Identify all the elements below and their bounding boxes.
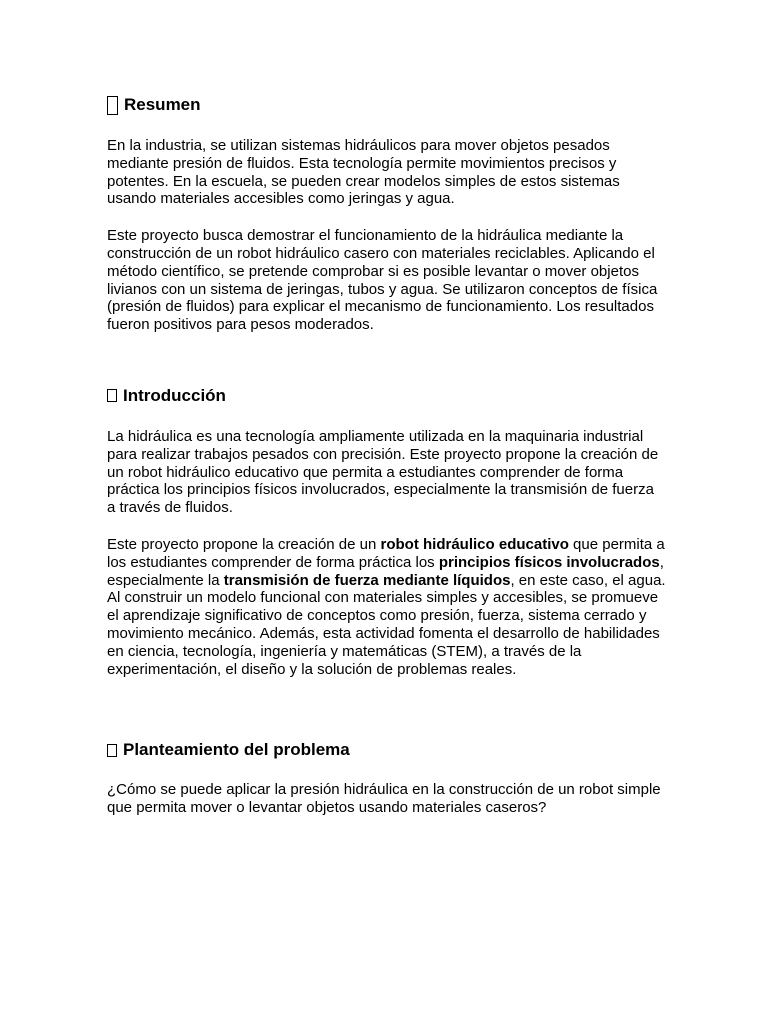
text-run: , especialmente la: [107, 553, 664, 589]
introduccion-paragraph-2: [107, 536, 667, 678]
heading-planteamiento: [107, 738, 668, 762]
unsupported-glyph-icon: [107, 744, 117, 757]
resumen-paragraph-2: Este proyecto busca demostrar el funcionamiento de la hidráulica mediante la construcción de un robot hidráulico casero con materiales reciclables. Aplicando el método científico, se pretende comprobar si es posible levantar o mover objetos livianos con un sistema de jeringas, tubos y agua. Se utilizaron conceptos de física (presión de fluidos) para explicar el mecanismo de funcionamiento. Los resultados fueron positivos para pesos moderados.: [107, 227, 658, 334]
unsupported-glyph-icon: [107, 96, 118, 115]
bold-text-run: transmisión de fuerza mediante líquidos: [223, 571, 511, 589]
resumen-paragraph-1: En la industria, se utilizan sistemas hidráulicos para mover objetos pesados mediante presión de fluidos. Esta tecnología permite movimientos precisos y potentes. En la escuela, se pueden crear modelos simples de estos sistemas usando materiales accesibles como jeringas y agua.: [107, 137, 620, 208]
text-run: Este proyecto propone la creación de un: [107, 535, 381, 553]
heading-introduccion-text: Introducción: [123, 385, 226, 405]
bold-text-run: principios físicos involucrados: [438, 553, 660, 571]
unsupported-glyph-icon: [107, 389, 117, 402]
text-run: que permita a los estudiantes comprender de forma práctica los: [107, 535, 665, 571]
bold-text-run: robot hidráulico educativo: [380, 535, 569, 553]
heading-resumen-text: Resumen: [124, 95, 201, 114]
heading-planteamiento-text: Planteamiento del problema: [123, 740, 350, 760]
planteamiento-question: ¿Cómo se puede aplicar la presión hidráulica en la construcción de un robot simple que permita mover o levantar objetos usando materiales caseros?: [107, 781, 661, 817]
text-run: , en este caso, el agua. Al construir un modelo funcional con materiales simples y accesibles, se promueve el aprendizaje significativo de conceptos como presión, fuerza, sistema cerrado y movimiento mecánico. Además, esta actividad fomenta el desarrollo de habilidades en ciencia, tecnología, ingeniería y matemáticas (STEM), a través de la experimentación, el diseño y la solución de problemas reales.: [107, 571, 666, 678]
introduccion-paragraph-1: La hidráulica es una tecnología ampliamente utilizada en la maquinaria industrial para realizar trabajos pesados con precisión. Este proyecto propone la creación de un robot hidráulico educativo que permita a estudiantes comprender de forma práctica los principios físicos involucrados, especialmente la transmisión de fuerza a través de fluidos.: [107, 427, 659, 517]
heading-resumen: [107, 93, 668, 117]
heading-introduccion: [107, 384, 668, 408]
